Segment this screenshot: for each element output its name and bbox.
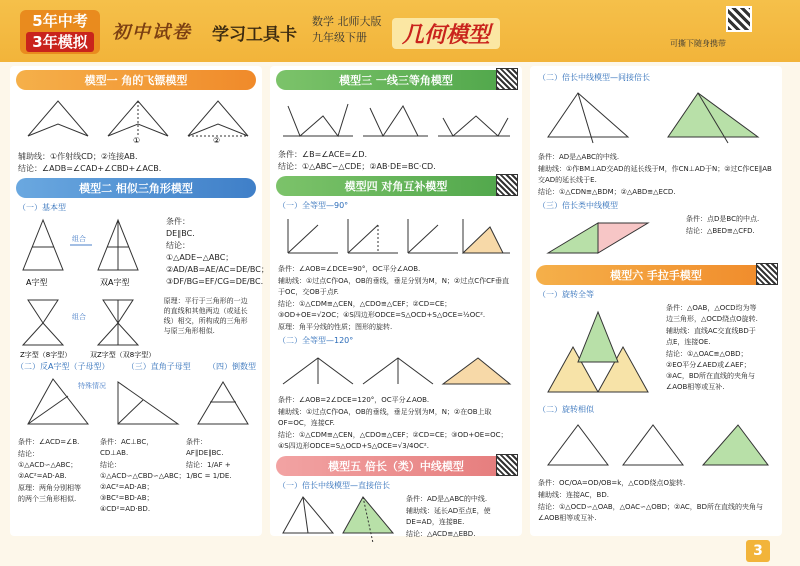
double-a-label: 双A字型	[100, 278, 130, 287]
model3-title	[276, 70, 516, 90]
model2-variant-figures	[18, 374, 254, 430]
m6-c1-aux: 辅助线：直线AC交直线BD于点E，连接OE.	[666, 327, 756, 346]
model5-class-row	[530, 213, 782, 261]
m5-c2-aux: 辅助线：①作BM⊥AD交AD的延长线于M，作CN⊥AD于N；②过C作CE∥AB交AD的延长线于E.	[538, 165, 772, 184]
m4-c1-cond: 条件：∠AOB=∠DCE=90°，OC平分∠AOB.	[278, 265, 421, 273]
subject: 数学 北师大版	[312, 15, 382, 28]
model5-row	[270, 493, 522, 545]
m2-c2-concl: 结论：①△ACD∽△ABC；②AC²=AD·AB.	[18, 450, 78, 480]
model6-title	[536, 265, 776, 285]
qr-code-icon[interactable]	[496, 68, 518, 90]
badge-line2: 3年模拟	[26, 32, 94, 52]
model4-title-text: 模型四 对角互补模型	[344, 180, 448, 193]
model5-figures	[278, 493, 398, 545]
model3-concl: 结论：①△ABC∽△CDE；②AB·DE=BC·CD.	[278, 162, 436, 171]
fig2-label: ②	[213, 136, 221, 144]
m5-c2-concl: 结论：①△CDN≌△BDM；②△ABD≌△ECD.	[538, 188, 676, 196]
model6-rot-row	[530, 302, 782, 402]
m5-sub1: （一）倍长中线模型—直接倍长	[278, 481, 390, 490]
model2-basic-row	[10, 215, 269, 295]
merge-label: 组合	[72, 235, 86, 243]
m2-principle: 原理：平行于三角形的一边的直线和其他两边（或延长线）相交，所构成的三角形与原三角形相似.	[163, 297, 248, 335]
model5-indirect-figures	[538, 87, 774, 145]
m2-c4-cond: 条件：AF∥DE∥BC.	[186, 438, 224, 457]
model2-title	[16, 178, 256, 198]
model3-title-text: 模型三 一线三等角模型	[339, 74, 453, 87]
model2-title-text: 模型二 相似三角形模型	[79, 182, 193, 195]
m5-c3-concl: 结论：△BED≌△CFD.	[686, 227, 755, 235]
tear-caption: 可撕下随身携带	[670, 39, 726, 48]
model2-variant-text	[10, 436, 262, 516]
subject-grade	[312, 14, 382, 46]
m4-c2-aux: 辅助线：①过点C作OA，OB的垂线，垂足分别为M，N；②在OB上取OF=OC，连接CF.	[278, 408, 492, 427]
column-middle	[270, 66, 522, 536]
m2-c2-block	[10, 436, 92, 516]
model6-similar-figures	[538, 419, 774, 471]
model5-text	[398, 493, 508, 545]
m5-c2-cond: 条件：AD是△ABC的中线.	[538, 153, 620, 161]
model6-rotation-figure	[538, 302, 658, 402]
qr-code-icon[interactable]	[756, 263, 778, 285]
model1-conclusion: 结论：∠ADB=∠CAD+∠CBD+∠ACB.	[18, 164, 162, 173]
m2-sub4: （四）倒数型	[207, 362, 256, 371]
m4-sub1: （一）全等型—90°	[278, 201, 349, 210]
m2-c4-concl: 结论：1/AF + 1/BC = 1/DE.	[186, 461, 232, 480]
dart-figures	[18, 96, 254, 144]
m5-sub3: （三）倍长类中线模型	[538, 201, 618, 210]
model2-subheads	[16, 361, 256, 372]
m2-cond: DE∥BC.	[166, 229, 195, 238]
m2-sub2: （二）反A字型（子母型）	[16, 362, 110, 371]
qr-code-icon[interactable]	[726, 6, 752, 32]
m2-c4-block	[178, 436, 248, 516]
model6-title-text: 模型六 手拉手模型	[610, 269, 702, 282]
m2-concl3: ③DF/BG=EF/CG=DE/BC.	[166, 277, 264, 286]
m6-c2-cond: 条件：OC/OA=OD/OB=k，△COD绕点O旋转.	[538, 479, 686, 487]
z-shape-label: Z字型（8字型）	[20, 351, 72, 359]
m6-c1-concl: 结论：①△OAC≌△OBD；②EO平分∠AED或∠AEF；③AC，BD所在直线的夹角与∠AOB相等或互补.	[666, 350, 756, 391]
m6-sub1: （一）旋转全等	[538, 290, 594, 299]
m2-c2-principle: 原理：两角分别相等的两个三角形相似.	[18, 484, 81, 503]
model5-class-figure	[538, 213, 678, 261]
model1-title	[16, 70, 256, 90]
m2-c3-concl: 结论：①△ACD∽△CBD∽△ABC；②AC²=AD·AB；③BC²=BD·AB；④CD²=AD·BD.	[100, 461, 186, 513]
m2-c3-block	[92, 436, 186, 516]
column-right	[530, 66, 782, 536]
badge-line1: 5年中考	[32, 12, 88, 30]
model1-title-text: 模型一 角的飞镖模型	[84, 74, 188, 87]
grade: 九年级下册	[312, 31, 367, 44]
model4-120-figures	[278, 350, 514, 388]
model1-aux: 辅助线：①作射线CD；②连接AB.	[18, 152, 138, 161]
model5-title	[276, 456, 516, 476]
model3-cond: 条件：∠B=∠ACE=∠D.	[278, 150, 368, 159]
model5-class-text	[678, 213, 768, 261]
double-z-label: 双Z字型（双8字型）	[90, 351, 156, 359]
z-shape-figures	[18, 295, 156, 361]
m2-concl1: ①△ADE∽△ABC；	[166, 253, 234, 262]
m6-sub2: （二）旋转相似	[538, 405, 594, 414]
m2-c3-cond: 条件：AC⊥BC，CD⊥AB.	[100, 438, 154, 457]
a-shape-figures	[18, 215, 158, 295]
m6-c1-cond: 条件：△OAB，△OCD均为等边三角形，△OCD绕点O旋转.	[666, 304, 758, 323]
page-number: 3	[746, 540, 770, 562]
fig1-label: ①	[133, 136, 141, 144]
model2-basic-text	[158, 215, 269, 295]
model4-title	[276, 176, 516, 196]
m5-concl: 结论：△ACD≌△EBD.	[406, 530, 476, 538]
column-left	[10, 66, 269, 536]
model5-title-text: 模型五 倍长（类）中线模型	[328, 460, 464, 473]
m2-concl-title: 结论：	[166, 241, 190, 250]
qr-code-icon[interactable]	[496, 174, 518, 196]
m2-cond-title: 条件：	[166, 217, 190, 226]
m2-c2-cond: 条件：∠ACD=∠B.	[18, 438, 80, 446]
m5-sub2: （二）倍长中线模型—间接倍长	[538, 73, 650, 82]
brand-text: 初中试卷	[112, 22, 192, 43]
m6-c2-concl: 结论：①△OCD∽△OAB，△OAC∽△OBD；②AC，BD所在直线的夹角与∠AOB相等或互补.	[538, 503, 763, 522]
m4-c2-concl: 结论：①△CDM≌△CEN，△CDO≌△CEF；②CD=CE；③OD+OE=OC；④S四边形ODCE=S△OCD+S△OCE=√3/4OC².	[278, 431, 508, 450]
m4-c1-concl: 结论：①△CDM≌△CEN，△CDO≌△CEF；②CD=CE；③OD+OE=√2OC；④S四边形ODCE=S△OCD+S△OCE=½OC².	[278, 300, 486, 319]
model6-rot-text	[658, 302, 770, 402]
model2-sub1: （一）基本型	[18, 203, 66, 212]
m5-aux: 辅助线：延长AD至点E，使DE=AD，连接BE.	[406, 507, 491, 526]
m4-c1-principle: 原理：角平分线的性质；图形的旋转.	[278, 323, 393, 331]
merge-label-2: 组合	[72, 313, 86, 321]
m4-sub2: （二）全等型—120°	[278, 336, 354, 345]
model2-z-row	[10, 295, 262, 361]
m2-sub3: （三）直角子母型	[126, 362, 191, 371]
qr-code-icon[interactable]	[496, 454, 518, 476]
m4-c2-cond: 条件：∠AOB=2∠DCE=120°，OC平分∠AOB.	[278, 396, 430, 404]
main-topic: 几何模型	[392, 18, 500, 49]
a-shape-label: A字型	[26, 278, 48, 287]
model3-figures	[278, 96, 514, 142]
m5-c3-cond: 条件：点D是BC的中点.	[686, 215, 760, 223]
special-case-label: 特殊情况	[78, 382, 106, 390]
card-title: 学习工具卡	[212, 25, 297, 45]
m6-c2-aux: 辅助线：连接AC，BD.	[538, 491, 609, 499]
model4-90-figures	[278, 215, 514, 257]
m5-cond: 条件：AD是△ABC的中线.	[406, 495, 488, 503]
m2-concl2: ②AD/AB=AE/AC=DE/BC；	[166, 265, 269, 274]
series-badge	[20, 10, 100, 54]
m4-c1-aux: 辅助线：①过点C作OA，OB的垂线，垂足分别为M，N；②过点C作CF垂直于OC，交OB于点F.	[278, 277, 510, 296]
header-bar	[0, 0, 800, 62]
